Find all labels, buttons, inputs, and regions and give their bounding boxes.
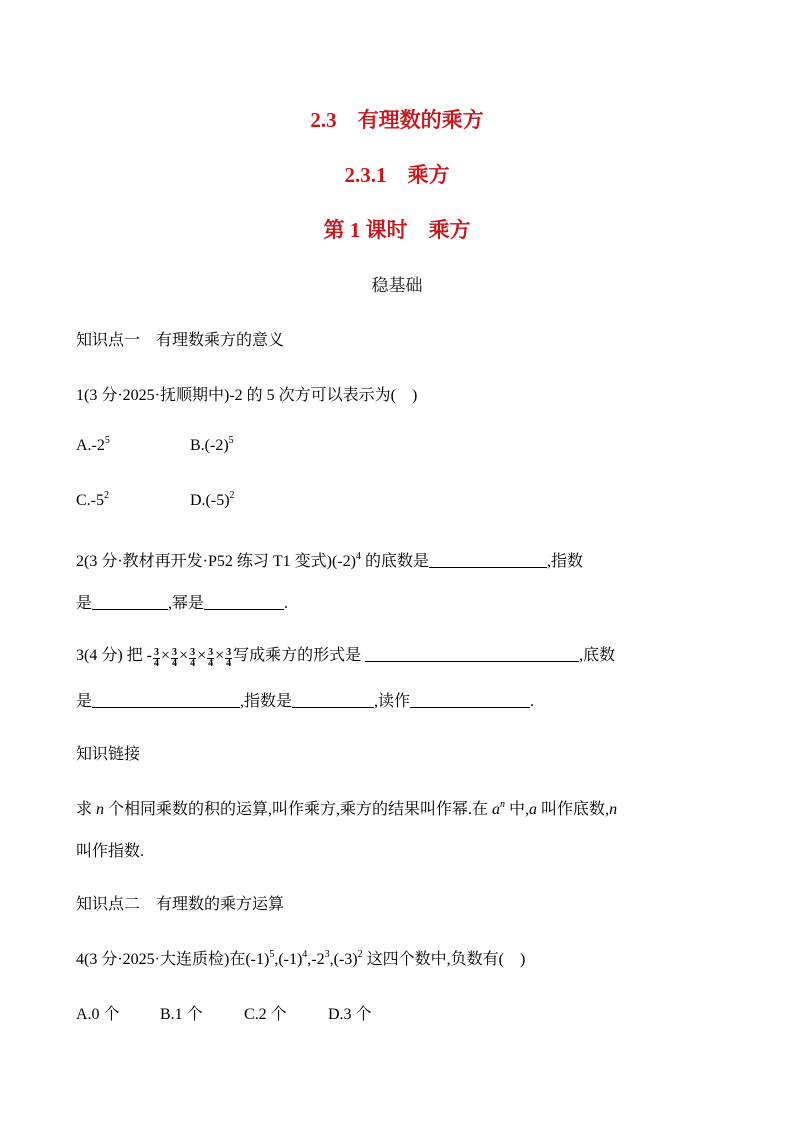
answer-blank-power-form[interactable] xyxy=(365,647,579,662)
knowledge-link-text-1: 求 n 个相同乘数的积的运算,叫作乘方,乘方的结果叫作幂.在 $a^n$ 中,a 叫作底数,n xyxy=(76,799,618,818)
answer-blank-exponent[interactable] xyxy=(92,595,168,610)
answer-blank-reading[interactable] xyxy=(410,693,530,708)
question-1-stem: 1(3 分·2025·抚顺期中)-2 的 5 次方可以表示为( ) xyxy=(76,387,418,404)
question-4-stem: 4(3 分·2025·大连质检)在$(-1)^5,(-1)^4,-2^3,(-3)^2$ 这四个数中,负数有( ) xyxy=(76,949,526,968)
option-a: A.0 个 xyxy=(76,1006,120,1023)
answer-blank-exponent[interactable] xyxy=(292,693,374,708)
knowledge-point-2: 知识点二 有理数的乘方运算 xyxy=(76,894,285,913)
fraction: $\frac{3}{4}$ xyxy=(172,647,178,669)
fraction: $\frac{3}{4}$ xyxy=(154,647,159,669)
question-3-line-2: 是 ,指数是 ,读作 . xyxy=(76,693,535,710)
fraction: $\frac{3}{4}$ xyxy=(226,647,232,669)
answer-blank-base[interactable] xyxy=(429,553,547,568)
question-1-options-row-2 xyxy=(76,492,235,510)
section-title: 2.3 有理数的乘方 xyxy=(310,108,484,132)
option-d: D.3 个 xyxy=(328,1006,372,1023)
answer-blank-base[interactable] xyxy=(92,693,240,708)
question-4-options xyxy=(76,1001,372,1024)
question-2-line-2: 是 ,幂是 . xyxy=(76,595,289,612)
option-c: $C.-5^2$ xyxy=(76,490,109,509)
option-a: $A.-2^5$ xyxy=(76,435,110,454)
question-2-line-1: 2(3 分·教材再开发·P52 练习 T1 变式)$(-2)^4$ 的底数是 ,指数 xyxy=(76,551,584,570)
question-3-line-1: 3(4 分) 把 - $\frac{3}{4}$ × $\frac{3}{4}$ × $\frac{3}{4}$ × $\frac{3}{4}$ × $\frac{3}{4}$ 写成乘方的形式是 ,底数 xyxy=(76,647,616,669)
knowledge-point-1: 知识点一 有理数乘方的意义 xyxy=(76,330,285,349)
level-label: 稳基础 xyxy=(371,276,423,296)
lesson-title: 第 1 课时 乘方 xyxy=(323,218,471,242)
option-b: $B.(-2)^5$ xyxy=(190,435,234,454)
question-1-options-row-1 xyxy=(76,437,234,455)
option-c: C.2 个 xyxy=(244,1006,287,1023)
fraction: $\frac{3}{4}$ xyxy=(190,647,196,669)
answer-blank-power[interactable] xyxy=(204,595,284,610)
knowledge-link-text-2: 叫作指数. xyxy=(76,843,145,860)
subsection-title: 2.3.1 乘方 xyxy=(344,163,450,187)
knowledge-link-label: 知识链接 xyxy=(76,744,141,763)
option-b: B.1 个 xyxy=(160,1006,203,1023)
fraction: $\frac{3}{4}$ xyxy=(208,647,214,669)
option-d: $D.(-5)^2$ xyxy=(190,490,235,509)
